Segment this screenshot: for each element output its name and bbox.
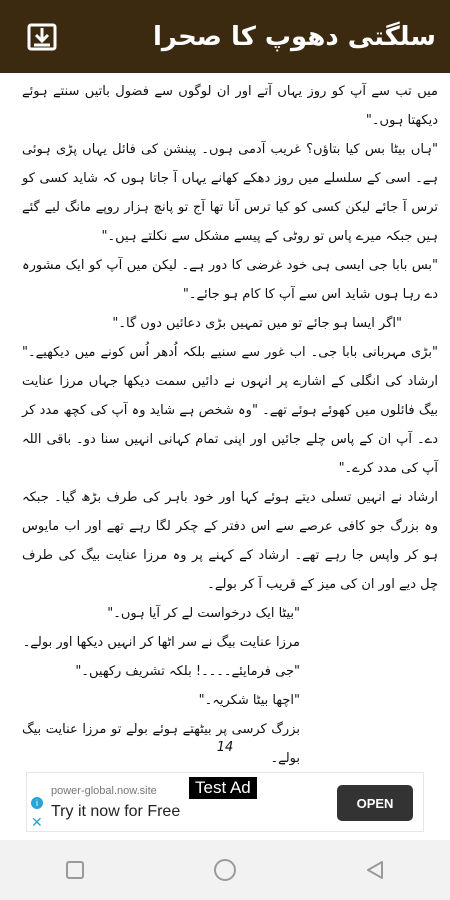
home-button[interactable] xyxy=(195,840,255,900)
paragraph: مرزا عنایت بیگ نے سر اٹھا کر انہیں دیکھا اور بولے۔ xyxy=(22,635,300,650)
app-bar xyxy=(0,0,450,73)
close-icon[interactable]: ✕ xyxy=(31,814,43,830)
download-icon xyxy=(27,23,57,51)
download-button[interactable] xyxy=(24,19,60,55)
app-title: سلگتی دھوپ کا صحرا xyxy=(152,21,436,52)
ad-banner[interactable] xyxy=(26,772,424,832)
paragraph: "بڑی مہربانی بابا جی۔ اب غور سے سنیے بلکہ اُدھر اُس کونے میں دیکھیے۔" ارشاد کی انگلی کے اشارے پر انہوں نے دائیں سمت دیکھا جہاں مرزا عنایت بیگ فائلوں میں کھوئے ہوئے تھے۔ "وہ شخص ہے شاید وہ آپ کی کچھ مدد کر دے۔ آپ ان کے پاس چلے جائیں اور اپنی تمام کہانی انہیں سنا دو۔ باقی اللہ آپ کی مدد کرے۔" xyxy=(22,345,438,476)
paragraph: "بس بابا جی ایسی ہی خود غرضی کا دور ہے۔ لیکن میں آپ کو ایک مشورہ دے رہا ہوں شاید اس سے آپ کا کام ہو جائے۔" xyxy=(22,258,438,302)
test-ad-badge: Test Ad xyxy=(189,777,257,799)
system-nav-bar xyxy=(0,840,450,900)
square-icon xyxy=(65,860,85,880)
ad-cta[interactable]: Try it now for Free xyxy=(51,803,181,820)
paragraph: بزرگ کرسی پر بیٹھتے ہوئے بولے تو مرزا عنایت بیگ بولے۔ xyxy=(22,722,300,766)
book-page xyxy=(0,73,450,770)
ad-open-button[interactable]: OPEN xyxy=(337,785,413,821)
paragraph: "بیٹا ایک درخواست لے کر آیا ہوں۔" xyxy=(107,606,300,621)
triangle-back-icon xyxy=(364,859,386,881)
ad-host: power-global.now.site xyxy=(51,785,157,797)
paragraph: میں تب سے آپ کو روز یہاں آتے اور ان لوگوں سے فضول باتیں سنتے ہوئے دیکھتا ہوں۔" xyxy=(22,84,438,128)
paragraph: "ہاں بیٹا بس کیا بتاؤں؟ غریب آدمی ہوں۔ پینشن کی فائل یہاں پڑی ہوئی ہے۔ اسی کے سلسلے میں روز دھکے کھانے یہاں آ جاتا ہوں کہ شاید کسی کو ترس آ جائے لیکن کسی کو کیا ترس آنا تھا آج تو پانچ ہزار روپے مانگ لیے گئے ہیں جبکہ میرے پاس تو روٹی کے پیسے مشکل سے نکلتے ہیں۔" xyxy=(22,142,438,244)
recents-button[interactable] xyxy=(45,840,105,900)
back-button[interactable] xyxy=(345,840,405,900)
paragraph: "اگر ایسا ہو جائے تو میں تمہیں بڑی دعائیں دوں گا۔" xyxy=(112,316,402,331)
info-icon[interactable]: i xyxy=(31,797,43,809)
circle-icon xyxy=(213,858,237,882)
paragraph: "جی فرمایئے۔۔۔۔! بلکہ تشریف رکھیں۔" xyxy=(75,664,300,679)
paragraph: "اچھا بیٹا شکریہ۔" xyxy=(198,693,300,708)
paragraph: ارشاد نے انہیں تسلی دیتے ہوئے کہا اور خود باہر کی طرف بڑھ گیا۔ جبکہ وہ بزرگ جو کافی عرصے سے اس دفتر کے چکر لگا رہے تھے اور اب مایوس ہو کر واپس جا رہے تھے۔ ارشاد کے کہنے پر وہ مرزا عنایت بیگ کی طرف چل دیے اور ان کی میز کے قریب آ کر بولے۔ xyxy=(22,490,438,592)
page-number: 14 xyxy=(216,740,234,755)
